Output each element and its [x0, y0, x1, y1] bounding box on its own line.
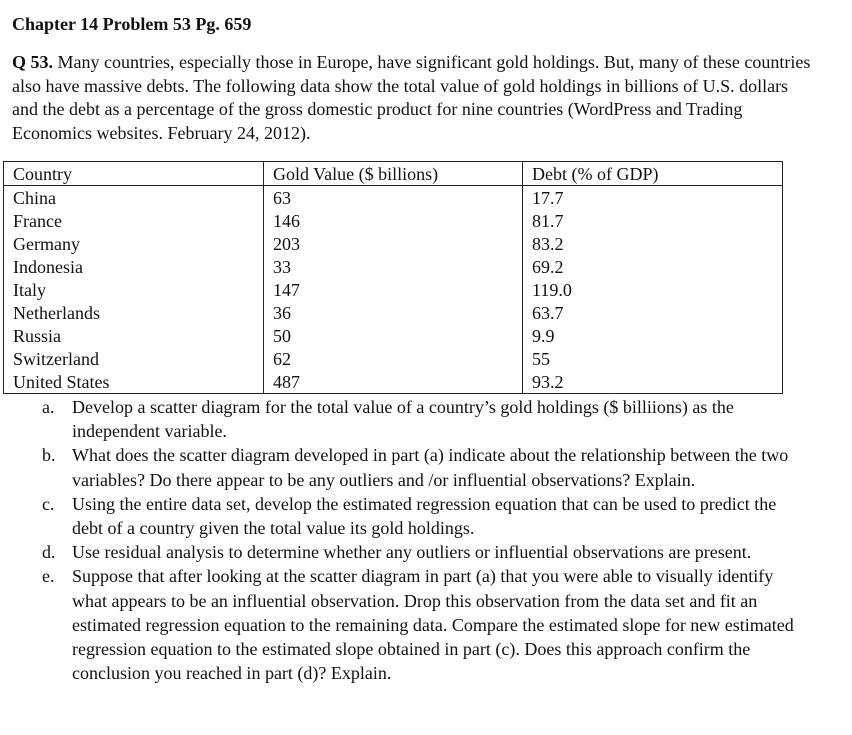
cell-country: Indonesia: [4, 255, 264, 278]
cell-gold: 146: [264, 209, 523, 232]
table-row: [4, 209, 783, 232]
part-text: What does the scatter diagram developed in part (a) indicate about the relationship between the two variables? Do there appear to be any outliers and /or influential observations? Explain.: [72, 445, 789, 490]
cell-gold: 36: [264, 301, 523, 324]
cell-country: China: [4, 186, 264, 210]
list-item: [0, 443, 800, 491]
cell-country: Switzerland: [4, 347, 264, 370]
cell-debt: 119.0: [523, 278, 783, 301]
cell-gold: 33: [264, 255, 523, 278]
cell-gold: 63: [264, 186, 523, 210]
cell-country: France: [4, 209, 264, 232]
cell-debt: 93.2: [523, 370, 783, 394]
table-row: [4, 186, 783, 210]
header-gold-value: Gold Value ($ billions): [264, 162, 523, 186]
cell-debt: 81.7: [523, 209, 783, 232]
header-country: Country: [4, 162, 264, 186]
cell-country: Germany: [4, 232, 264, 255]
question-parts-list: [0, 395, 800, 685]
cell-debt: 9.9: [523, 324, 783, 347]
question-paragraph: [12, 51, 812, 145]
cell-debt: 83.2: [523, 232, 783, 255]
question-label: Q 53.: [12, 52, 54, 72]
table-row: [4, 255, 783, 278]
data-table: [3, 161, 783, 394]
cell-gold: 62: [264, 347, 523, 370]
table-header-row: [4, 162, 783, 186]
cell-gold: 50: [264, 324, 523, 347]
table-row: [4, 370, 783, 394]
cell-debt: 69.2: [523, 255, 783, 278]
part-text: Using the entire data set, develop the estimated regression equation that can be used to predict the debt of a country given the total value its gold holdings.: [72, 493, 777, 539]
list-item: [0, 395, 800, 443]
part-text: Develop a scatter diagram for the total value of a country’s gold holdings ($ billiions) as the independent variable.: [72, 397, 734, 442]
part-letter: c.: [42, 493, 55, 514]
table-row: [4, 278, 783, 301]
cell-gold: 487: [264, 370, 523, 394]
list-item: [0, 540, 800, 564]
cell-country: Russia: [4, 324, 264, 347]
cell-gold: 203: [264, 232, 523, 255]
table-row: [4, 232, 783, 255]
part-letter: b.: [42, 445, 56, 466]
part-letter: e.: [42, 566, 55, 587]
table-row: [4, 301, 783, 324]
cell-country: Netherlands: [4, 301, 264, 324]
list-item: [0, 492, 800, 540]
cell-debt: 17.7: [523, 186, 783, 210]
cell-country: Italy: [4, 278, 264, 301]
part-letter: d.: [42, 542, 56, 563]
list-item: [0, 564, 800, 685]
cell-country: United States: [4, 370, 264, 394]
table-row: [4, 324, 783, 347]
cell-gold: 147: [264, 278, 523, 301]
part-text: Use residual analysis to determine whether any outliers or influential observations are present.: [72, 542, 752, 563]
header-debt: Debt (% of GDP): [523, 162, 783, 186]
cell-debt: 55: [523, 347, 783, 370]
part-letter: a.: [42, 397, 55, 417]
table-row: [4, 347, 783, 370]
question-text: Many countries, especially those in Europe, have significant gold holdings. But, many of these countries also have massive debts. The following data show the total value of gold holdings in billions of U.S. dollars and the debt as a percentage of the gross domestic product for nine countries (WordPress and Trading Economics websites. February 24, 2012).: [12, 52, 811, 143]
chapter-title: Chapter 14 Problem 53 Pg. 659: [12, 14, 252, 34]
part-text: Suppose that after looking at the scatter diagram in part (a) that you were able to visually identify what appears to be an influential observation. Drop this observation from the data set and fit an estimated regression equation to the remaining data. Compare the estimated slope for new estimated regression equation to the estimated slope obtained in part (c). Does this approach confirm the conclusion you reached in part (d)? Explain.: [72, 566, 794, 684]
cell-debt: 63.7: [523, 301, 783, 324]
